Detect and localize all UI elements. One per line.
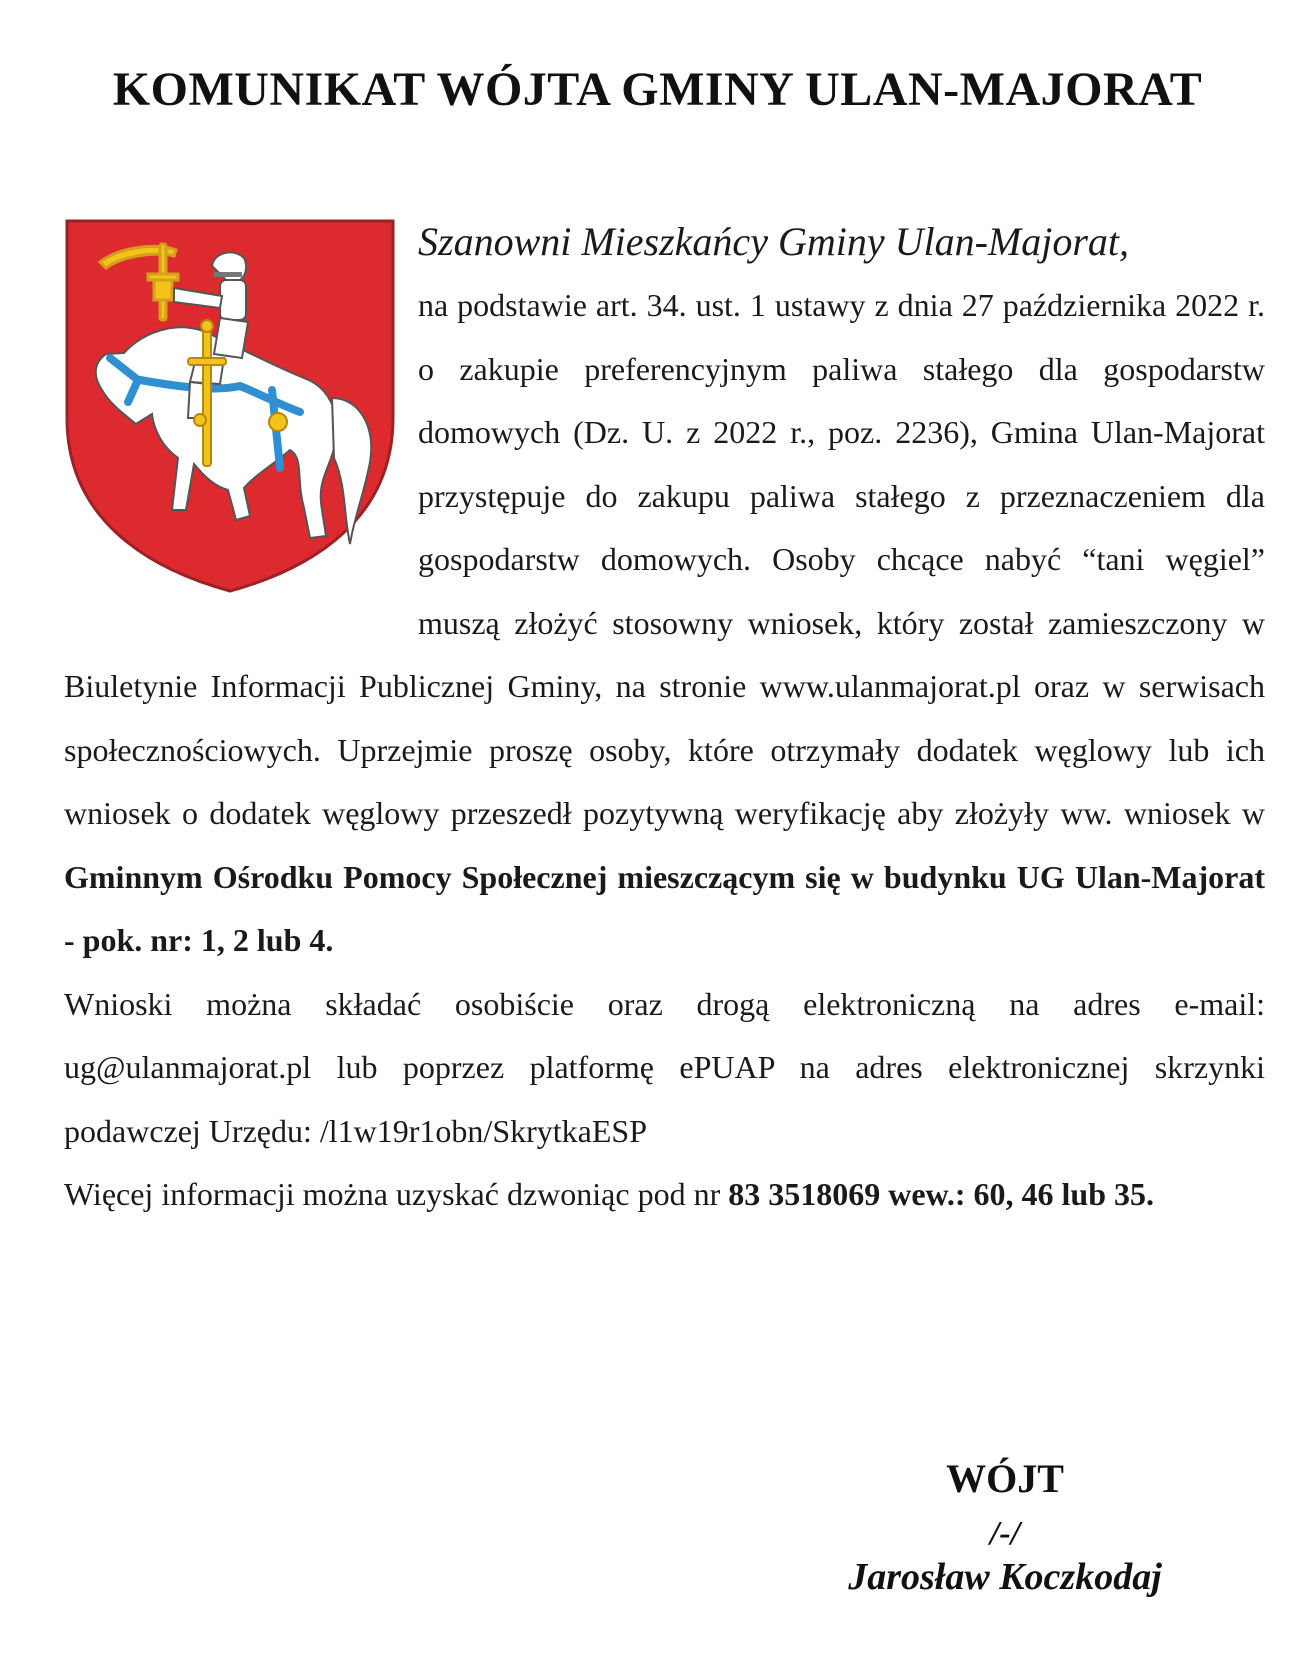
document-title: KOMUNIKAT WÓJTA GMINY ULAN-MAJORAT [112,63,1203,116]
paragraph-submission: Wnioski można składać osobiście oraz drogą elektroniczną na adres e-mail: ug@ulanmajorat.pl lub poprzez platformę ePUAP na adres elektronicznej skrzynki podawczej Urzędu: /l1w19r1obn/SkrytkaESP [64,985,1265,1149]
communique-body [64,212,1265,1227]
announcement-text: na podstawie art. 34. ust. 1 ustawy z dnia 27 października 2022 r. o zakupie preferencyjnym paliwa stałego dla gospodarstw domowych (Dz. U. z 2022 r., poz. 2236), Gmina Ulan-Majorat przystępuje do zakupu paliwa stałego z przeznaczeniem dla gospodarstw domowych. Osoby chcące nabyć “tani węgiel” muszą złożyć stosowny wniosek, który został zamieszczony w Biuletynie Informacji Publicznej Gminy, na stronie www.ulanmajorat.pl oraz w serwisach społecznościowych. Uprzejmie proszę osoby, które otrzymały dodatek węglowy lub ich wniosek o dodatek węglowy przeszedł pozytywną weryfikację aby złożyły ww. wniosek w [64,287,1265,831]
signature-role: WÓJT [946,1456,1064,1501]
office-location: Gminnym Ośrodku Pomocy Społecznej mieszczącym się w budynku UG Ulan-Majorat - pok. nr: 1, 2 lub 4. [64,858,1265,958]
paragraph-contact [64,1163,1265,1227]
contact-text: Więcej informacji można uzyskać dzwoniąc pod nr [64,1176,729,1212]
signature-name: Jarosław Koczkodaj [848,1556,1162,1598]
signature-mark: /-/ [989,1515,1021,1552]
phone-number: 83 3518069 wew.: 60, 46 lub 35. [728,1176,1155,1212]
greeting: Szanowni Mieszkańcy Gminy Ulan-Majorat, [418,219,1130,264]
